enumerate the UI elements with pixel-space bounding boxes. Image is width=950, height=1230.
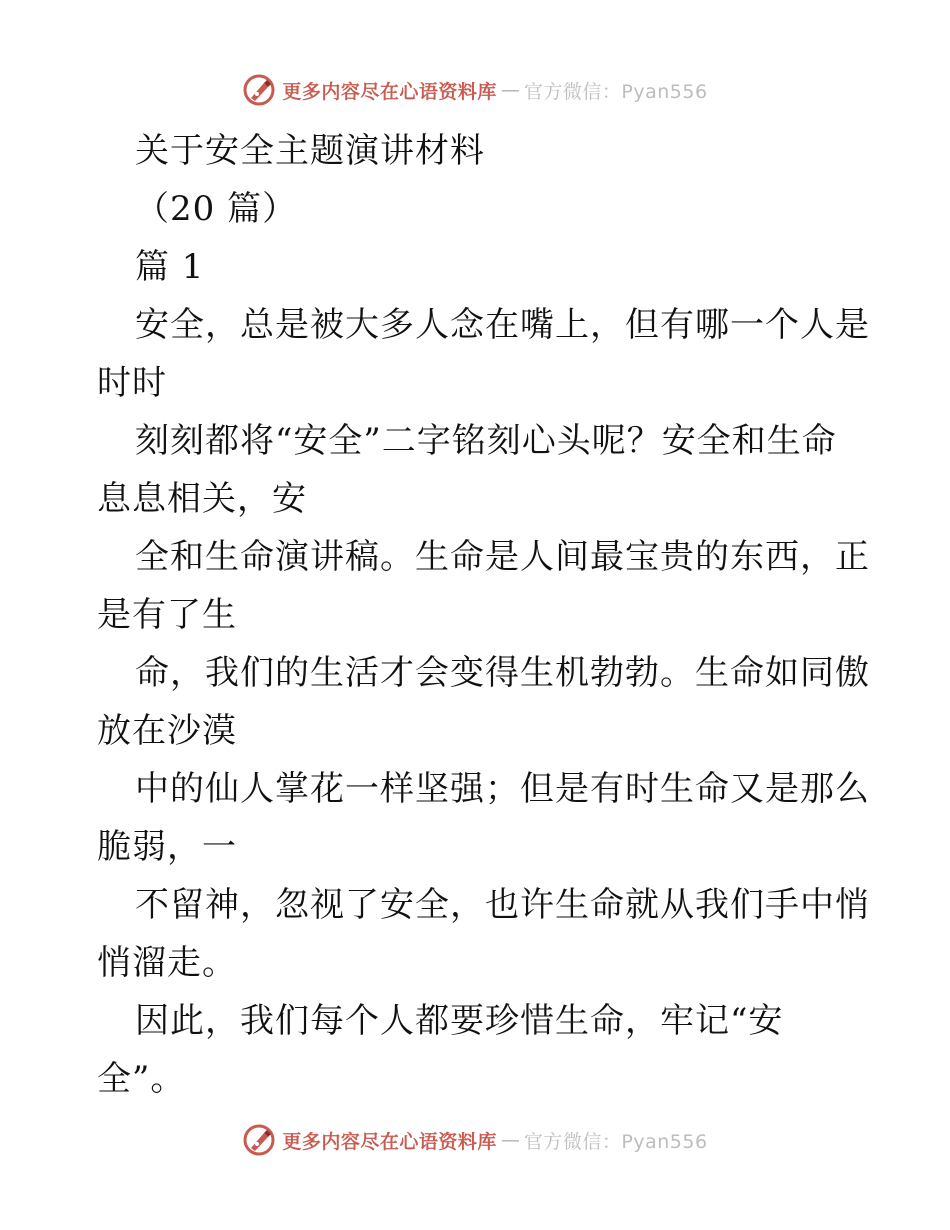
header-watermark [0, 70, 950, 110]
paragraph-line: 因此，我们每个人都要珍惜生命，牢记“安 [135, 1001, 784, 1041]
document-title: 关于安全主题演讲材料 [135, 131, 485, 171]
header-watermark-sub: 官方微信：Pyan556 [523, 80, 708, 103]
paragraph-line: 是有了生 [97, 595, 237, 635]
document-body [97, 122, 870, 1108]
footer-watermark-dash: — [500, 1129, 520, 1151]
paragraph-line: 不留神，忽视了安全，也许生命就从我们手中悄 [135, 885, 870, 925]
pen-logo-icon [242, 1123, 276, 1157]
paragraph-line: 息息相关，安 [97, 479, 307, 519]
section-heading: 篇 1 [135, 247, 205, 287]
paragraph-line: 全”。 [97, 1059, 186, 1099]
header-watermark-dash: — [500, 79, 520, 101]
footer-watermark-sub: 官方微信：Pyan556 [523, 1130, 708, 1153]
footer-watermark-main: 更多内容尽在心语资料库 [282, 1130, 497, 1153]
paragraph-line: 刻刻都将“安全”二字铭刻心头呢？安全和生命 [135, 421, 837, 461]
pen-logo-icon [242, 73, 276, 107]
paragraph-line: 命，我们的生活才会变得生机勃勃。生命如同傲 [135, 653, 870, 693]
footer-watermark [0, 1120, 950, 1160]
paragraph-line: 时时 [97, 363, 167, 403]
paragraph-line: 放在沙漠 [97, 711, 237, 751]
document-subtitle: （20 篇） [135, 189, 298, 229]
paragraph-line: 脆弱，一 [97, 827, 237, 867]
paragraph-line: 中的仙人掌花一样坚强；但是有时生命又是那么 [135, 769, 870, 809]
header-watermark-main: 更多内容尽在心语资料库 [282, 80, 497, 103]
paragraph-line: 悄溜走。 [97, 943, 237, 983]
paragraph-line: 全和生命演讲稿。生命是人间最宝贵的东西，正 [135, 537, 870, 577]
paragraph-line: 安全，总是被大多人念在嘴上，但有哪一个人是 [135, 305, 870, 345]
